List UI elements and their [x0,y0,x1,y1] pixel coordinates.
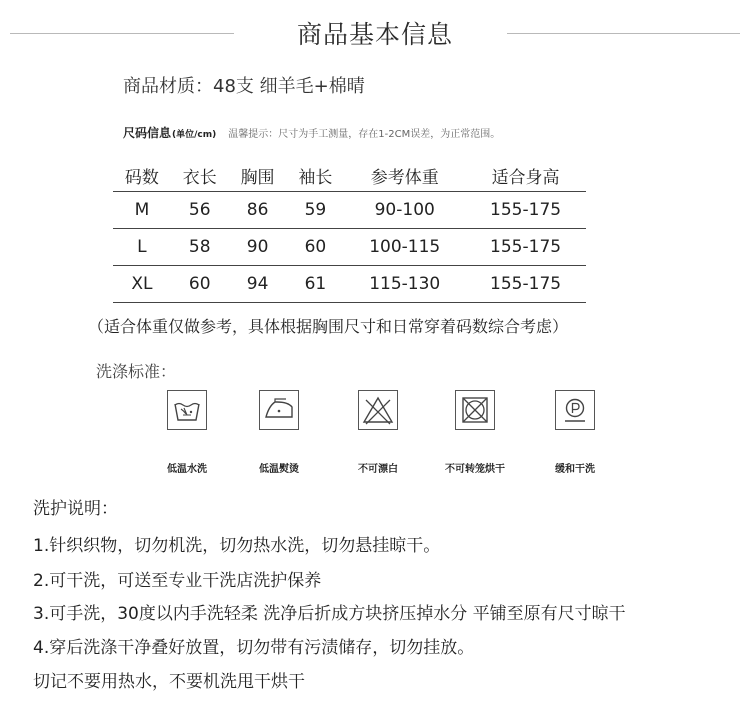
low-temp-iron-icon [261,392,297,428]
cell-size: XL [113,266,171,303]
wash-item-mild-dry-clean [530,390,620,475]
cell-chest: 90 [229,229,287,266]
table-row [113,229,586,266]
wash-icon-frame [455,390,495,430]
cell-height: 155-175 [465,266,586,303]
header-weight: 参考体重 [344,160,465,192]
care-line: 4.穿后洗涤干净叠好放置，切勿带有污渍储存，切勿挂放。 [33,638,475,658]
wash-caption: 缓和干洗 [555,464,595,475]
wash-caption: 不可转笼烘干 [445,464,505,475]
cell-weight: 115-130 [344,266,465,303]
washing-label: 洗涤标准： [96,362,177,381]
cell-length: 56 [171,192,229,229]
size-table-header-row [113,160,586,192]
wash-caption: 低温水洗 [167,464,207,475]
no-bleach-icon [360,392,396,428]
low-temp-wash-icon [169,392,205,428]
wash-item-no-tumble-dry [430,390,520,475]
cell-sleeve: 59 [286,192,344,229]
no-tumble-dry-icon [457,392,493,428]
size-info-unit: (单位/cm) [172,130,217,140]
cell-length: 60 [171,266,229,303]
size-info-label: 尺码信息 [123,126,172,140]
wash-icon-frame [358,390,398,430]
header-chest: 胸围 [229,160,287,192]
wash-icon-frame [555,390,595,430]
wash-icon-frame [259,390,299,430]
title-divider-right [507,33,740,34]
header-length: 衣长 [171,160,229,192]
header-height: 适合身高 [465,160,586,192]
mild-dry-clean-icon [557,392,593,428]
wash-caption: 低温熨烫 [259,464,299,475]
header-sleeve: 袖长 [286,160,344,192]
table-row [113,266,586,303]
care-title: 洗护说明： [33,499,118,519]
wash-item-no-bleach [333,390,423,475]
cell-height: 155-175 [465,192,586,229]
page-title: 商品基本信息 [296,20,453,49]
cell-size: M [113,192,171,229]
cell-chest: 94 [229,266,287,303]
size-info-tip: 温馨提示：尺寸为手工测量，存在1-2CM误差，为正常范围。 [228,129,501,140]
care-line: 切记不要用热水，不要机洗甩干烘干 [33,672,305,692]
wash-item-low-temp-wash [142,390,232,475]
size-info-header [123,124,500,141]
cell-weight: 90-100 [344,192,465,229]
table-row [113,192,586,229]
cell-sleeve: 60 [286,229,344,266]
size-note: （适合体重仅做参考，具体根据胸围尺寸和日常穿着码数综合考虑） [88,317,569,336]
wash-caption: 不可漂白 [358,464,398,475]
cell-sleeve: 61 [286,266,344,303]
size-table [113,160,586,303]
care-line: 2.可干洗，可送至专业干洗店洗护保养 [33,571,322,591]
wash-item-low-temp-iron [234,390,324,475]
wash-icon-frame [167,390,207,430]
cell-weight: 100-115 [344,229,465,266]
cell-size: L [113,229,171,266]
care-line: 3.可手洗，30度以内手洗轻柔 洗净后折成方块挤压掉水分 平铺至原有尺寸晾干 [33,604,626,624]
cell-height: 155-175 [465,229,586,266]
header-size: 码数 [113,160,171,192]
cell-length: 58 [171,229,229,266]
material-info: 商品材质：48支 细羊毛+棉晴 [123,76,365,97]
cell-chest: 86 [229,192,287,229]
care-line: 1.针织织物，切勿机洗，切勿热水洗，切勿悬挂晾干。 [33,536,441,556]
